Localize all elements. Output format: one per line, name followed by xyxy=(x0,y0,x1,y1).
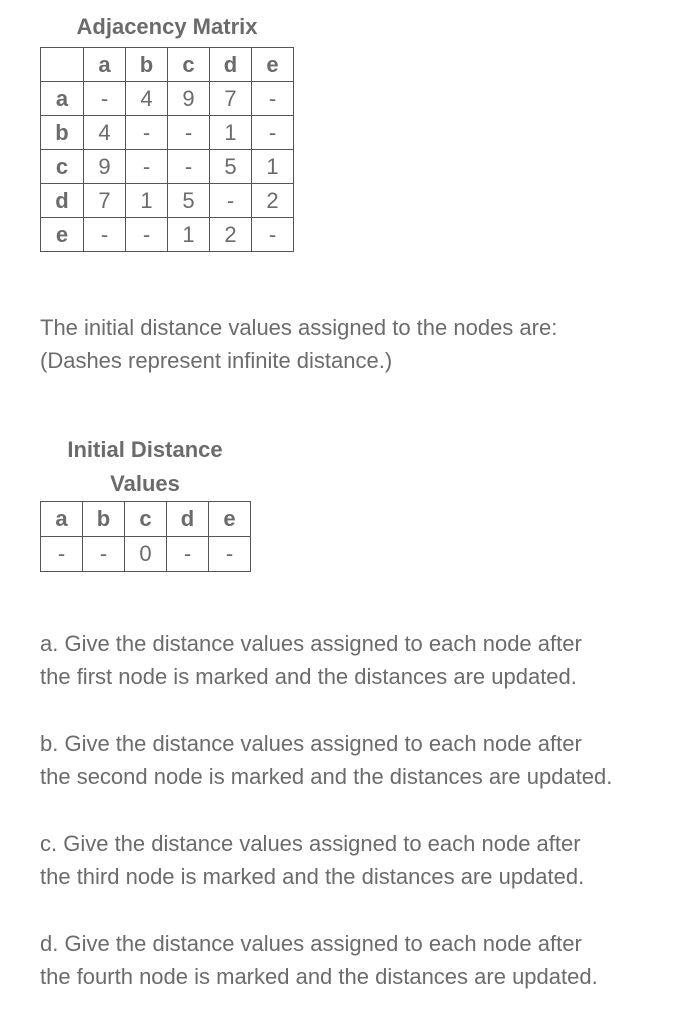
matrix-cell: - xyxy=(126,218,168,252)
matrix-col-header: d xyxy=(210,48,252,82)
initial-distance-table xyxy=(40,501,251,572)
matrix-cell: 1 xyxy=(210,116,252,150)
question-line: the second node is marked and the distances are updated. xyxy=(40,764,613,789)
matrix-row-header: d xyxy=(41,184,84,218)
matrix-cell: 9 xyxy=(84,150,126,184)
matrix-row-header: a xyxy=(41,82,84,116)
question-line: the fourth node is marked and the distances are updated. xyxy=(40,964,598,989)
matrix-row-header: e xyxy=(41,218,84,252)
matrix-row xyxy=(41,116,294,150)
matrix-row xyxy=(41,82,294,116)
initial-distance-title xyxy=(40,433,250,501)
matrix-cell: 2 xyxy=(210,218,252,252)
matrix-col-header: a xyxy=(84,48,126,82)
question-line: the third node is marked and the distances are updated. xyxy=(40,864,585,889)
matrix-header-row xyxy=(41,48,294,82)
matrix-cell: 1 xyxy=(168,218,210,252)
question-line: b. Give the distance values assigned to each node after xyxy=(40,731,582,756)
adjacency-matrix-title: Adjacency Matrix xyxy=(76,14,258,39)
initial-value-cell: - xyxy=(41,537,83,572)
matrix-col-header: c xyxy=(168,48,210,82)
initial-title-line: Values xyxy=(110,471,180,496)
matrix-cell: 7 xyxy=(84,184,126,218)
matrix-row xyxy=(41,184,294,218)
question-line: d. Give the distance values assigned to each node after xyxy=(40,931,582,956)
question-a xyxy=(40,627,582,693)
initial-node-header: b xyxy=(83,502,125,537)
matrix-cell: 5 xyxy=(210,150,252,184)
matrix-row xyxy=(41,150,294,184)
intro-line: The initial distance values assigned to the nodes are: xyxy=(40,315,558,340)
question-line: the first node is marked and the distances are updated. xyxy=(40,664,577,689)
matrix-cell: - xyxy=(126,150,168,184)
matrix-cell: - xyxy=(84,218,126,252)
matrix-cell: - xyxy=(168,116,210,150)
initial-node-header: c xyxy=(125,502,167,537)
question-line: a. Give the distance values assigned to each node after xyxy=(40,631,582,656)
intro-note: (Dashes represent infinite distance.) xyxy=(40,348,393,373)
question-c xyxy=(40,827,584,893)
matrix-row-header: b xyxy=(41,116,84,150)
initial-header-row xyxy=(41,502,251,537)
matrix-row xyxy=(41,218,294,252)
matrix-cell: 7 xyxy=(210,82,252,116)
initial-node-header: e xyxy=(209,502,251,537)
initial-title-line: Initial Distance xyxy=(67,437,223,462)
adjacency-matrix-table xyxy=(40,47,294,252)
matrix-col-header: e xyxy=(252,48,294,82)
initial-value-cell: - xyxy=(83,537,125,572)
matrix-cell: - xyxy=(252,218,294,252)
initial-node-header: d xyxy=(167,502,209,537)
matrix-cell: - xyxy=(252,82,294,116)
question-b xyxy=(40,727,612,793)
matrix-col-header: b xyxy=(126,48,168,82)
matrix-row-header: c xyxy=(41,150,84,184)
matrix-cell: 1 xyxy=(252,150,294,184)
initial-value-cell: - xyxy=(209,537,251,572)
matrix-cell: - xyxy=(126,116,168,150)
matrix-corner-cell xyxy=(41,48,84,82)
matrix-cell: 2 xyxy=(252,184,294,218)
matrix-cell: 4 xyxy=(126,82,168,116)
matrix-cell: 4 xyxy=(84,116,126,150)
question-line: c. Give the distance values assigned to each node after xyxy=(40,831,581,856)
matrix-cell: - xyxy=(168,150,210,184)
matrix-cell: 9 xyxy=(168,82,210,116)
matrix-cell: - xyxy=(210,184,252,218)
initial-values-row xyxy=(41,537,251,572)
initial-node-header: a xyxy=(41,502,83,537)
matrix-cell: 1 xyxy=(126,184,168,218)
matrix-cell: 5 xyxy=(168,184,210,218)
initial-value-cell: 0 xyxy=(125,537,167,572)
initial-value-cell: - xyxy=(167,537,209,572)
question-d xyxy=(40,927,598,993)
matrix-cell: - xyxy=(252,116,294,150)
intro-paragraph xyxy=(40,311,557,377)
matrix-cell: - xyxy=(84,82,126,116)
